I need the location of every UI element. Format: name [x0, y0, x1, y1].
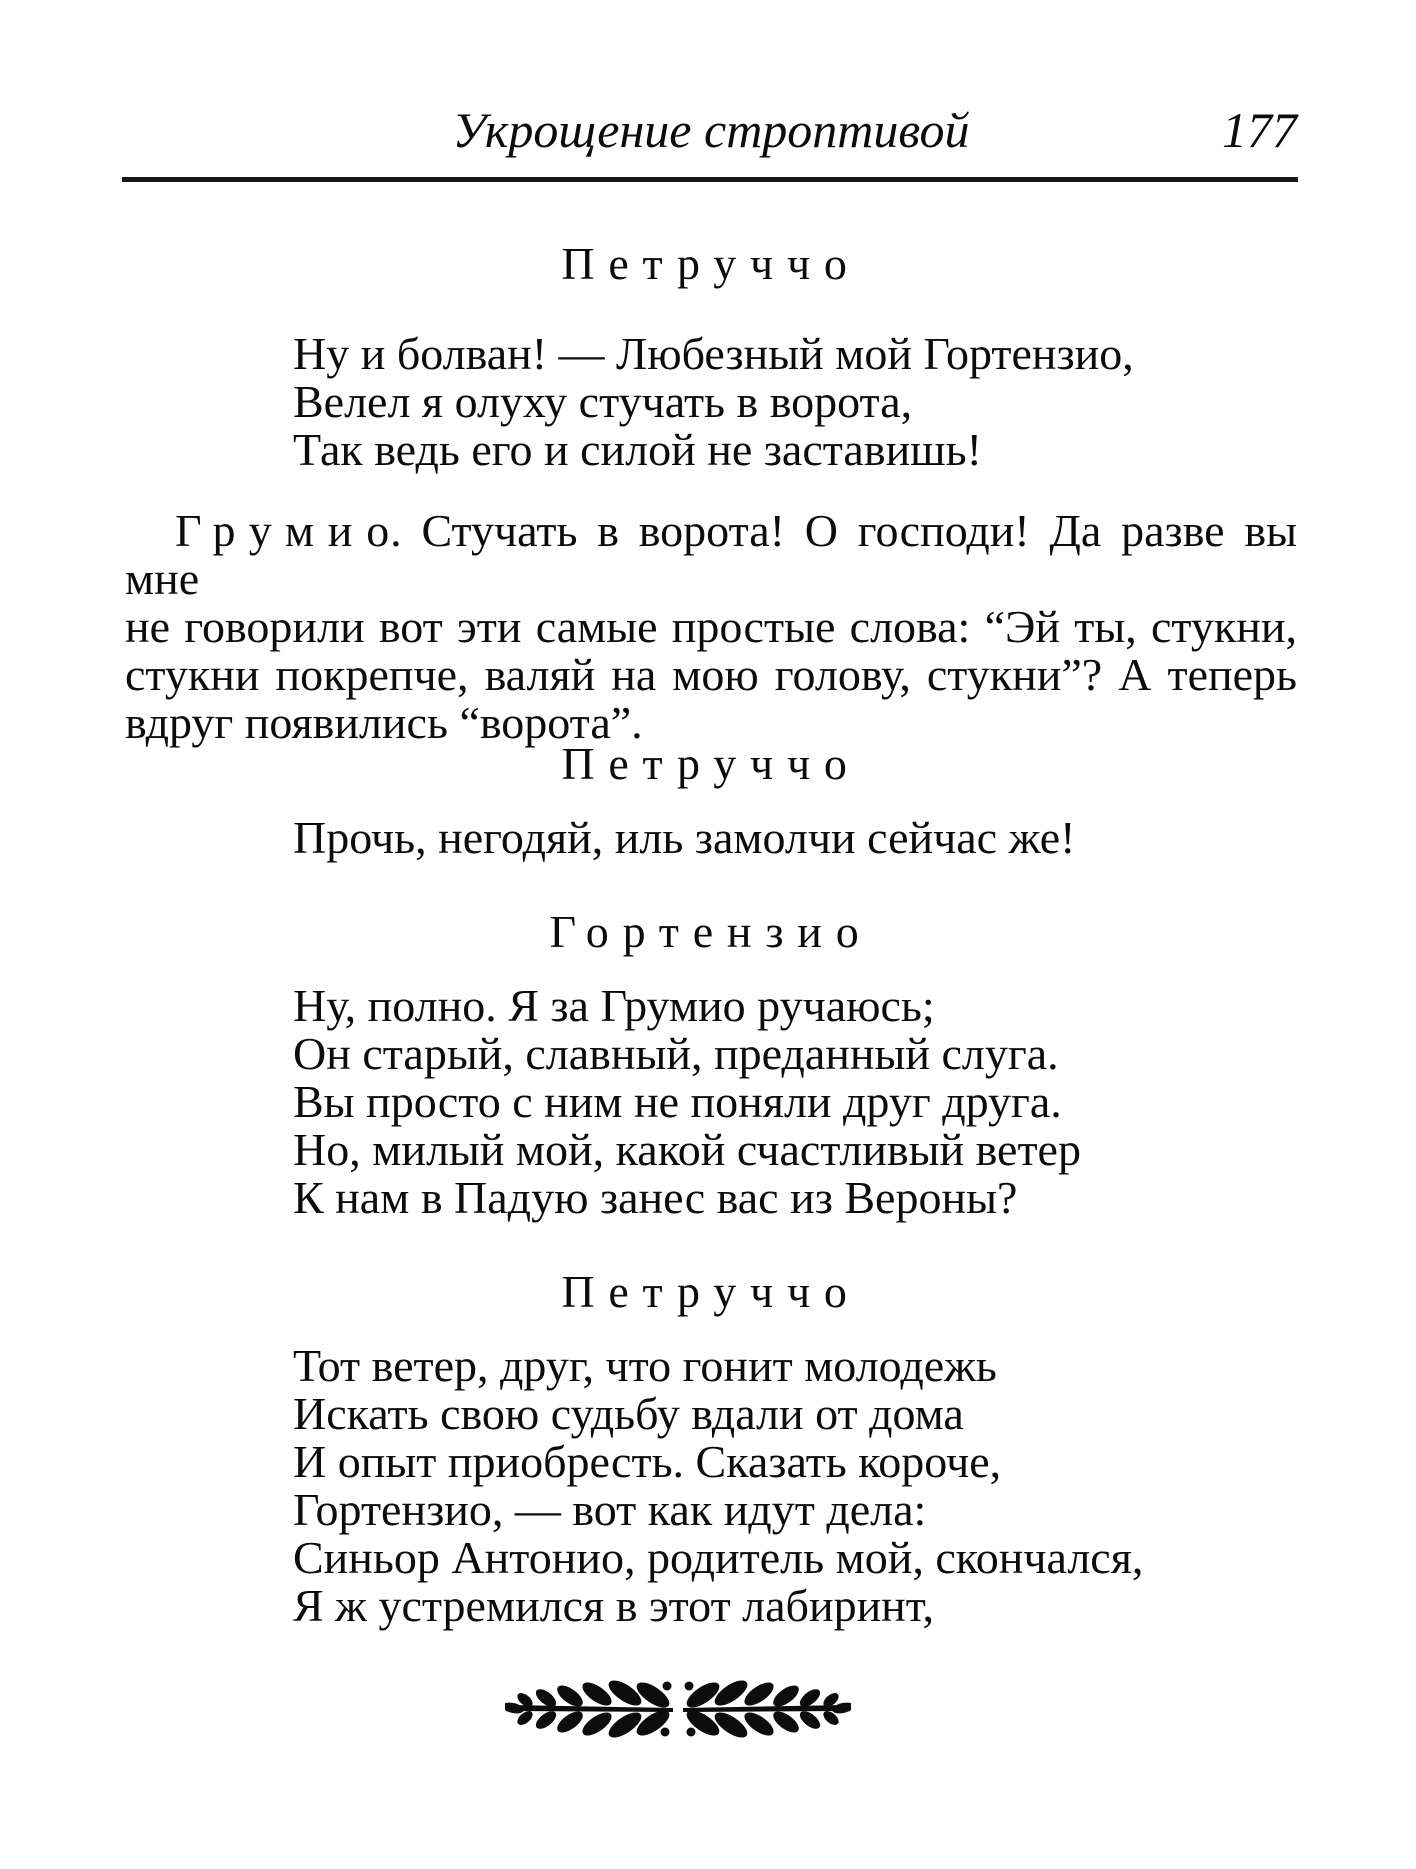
running-title: Укрощение строптивой — [452, 102, 970, 158]
laurel-fleuron-icon — [505, 1668, 851, 1752]
speaker-heading-petruchio-2: Петруччо — [561, 738, 861, 789]
verse-line: Я ж устремился в этот лабиринт, — [293, 1580, 934, 1631]
speaker-heading-petruchio-1: Петруччо — [561, 238, 861, 289]
verse-line: Вы просто с ним не поняли друг друга. — [293, 1076, 1062, 1127]
verse-block-4 — [293, 1342, 1143, 1630]
prose-line: стукни покрепче, валяй на мою голову, стукни”? А теперь — [125, 649, 1297, 700]
speaker-heading-petruchio-3: Петруччо — [561, 1266, 861, 1317]
verse-line: Но, милый мой, какой счастливый ветер — [293, 1124, 1081, 1175]
verse-block-3 — [293, 982, 1081, 1222]
verse-line: Велел я олуху стучать в ворота, — [293, 376, 913, 427]
prose-line — [125, 507, 1297, 603]
verse-line: И опыт приобресть. Сказать короче, — [293, 1436, 1002, 1487]
verse-line: Ну, полно. Я за Грумио ручаюсь; — [293, 980, 935, 1031]
verse-line: Он старый, славный, преданный слуга. — [293, 1028, 1059, 1079]
prose-line: не говорили вот эти самые простые слова: “Эй ты, стукни, — [125, 601, 1297, 652]
verse-line: Так ведь его и силой не заставишь! — [293, 424, 982, 475]
verse-line: Ну и болван! — Любезный мой Гортензио, — [293, 328, 1134, 379]
verse-line: Синьор Антонио, родитель мой, скончался, — [293, 1532, 1144, 1583]
prose-line: вдруг появились “ворота”. — [125, 697, 643, 748]
verse-block-1 — [293, 330, 1134, 474]
header-rule — [122, 177, 1298, 182]
page-number: 177 — [1222, 102, 1297, 158]
speaker-name-inline: Грумио — [175, 505, 404, 556]
verse-line: Гортензио, — вот как идут дела: — [293, 1484, 927, 1535]
prose-paragraph-grumio — [125, 507, 1297, 747]
verse-line: Тот ветер, друг, что гонит молодежь — [293, 1340, 997, 1391]
verse-line: К нам в Падую занес вас из Вероны? — [293, 1172, 1018, 1223]
verse-line: Искать свою судьбу вдали от дома — [293, 1388, 964, 1439]
verse-block-2 — [293, 814, 1076, 862]
speaker-heading-hortensio: Гортензио — [549, 906, 873, 957]
prose-text: . Стучать в ворота! О господи! Да разве вы мне — [125, 505, 1297, 604]
verse-line: Прочь, негодяй, иль замолчи сейчас же! — [293, 812, 1076, 863]
